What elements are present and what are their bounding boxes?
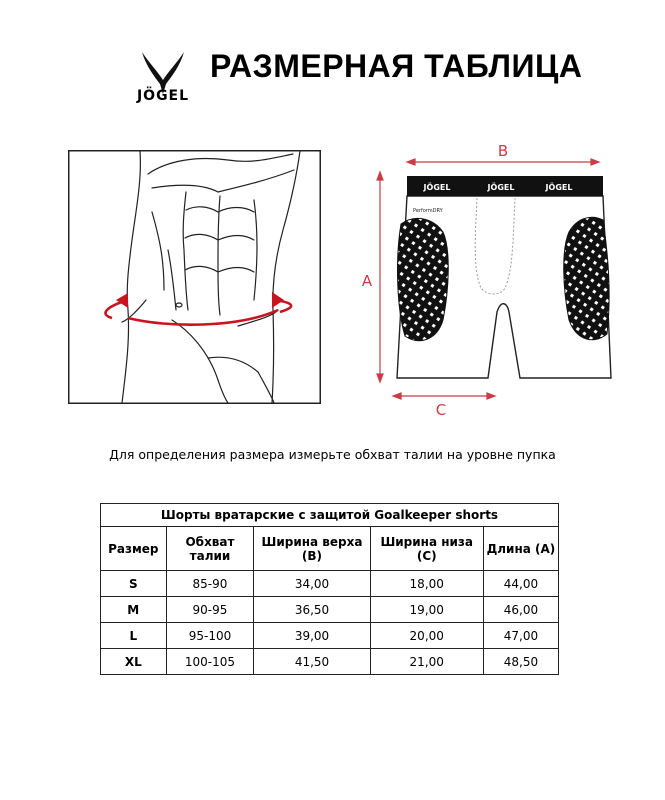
cell-length: 44,00 [483, 571, 558, 597]
cell-size: L [101, 623, 167, 649]
cell-top-width: 36,50 [254, 597, 370, 623]
shorts-diagram [355, 140, 630, 425]
cell-length: 46,00 [483, 597, 558, 623]
torso-illustration [68, 150, 321, 404]
cell-waist: 90-95 [166, 597, 254, 623]
cell-size: S [101, 571, 167, 597]
waistband-logo-2: JÖGEL [487, 183, 515, 192]
size-table [100, 503, 559, 675]
page-title: РАЗМЕРНАЯ ТАБЛИЦА [210, 48, 583, 84]
cell-top-width: 41,50 [254, 649, 370, 675]
cell-waist: 85-90 [166, 571, 254, 597]
table-row [101, 623, 559, 649]
cell-length: 48,50 [483, 649, 558, 675]
cell-top-width: 34,00 [254, 571, 370, 597]
dimension-b-label: B [497, 142, 509, 160]
header-top-width: Ширина верха (B) [254, 527, 370, 571]
right-hip-pad [564, 217, 609, 339]
cell-bottom-width: 20,00 [370, 623, 483, 649]
measure-instruction: Для определения размера измерьте обхват талии на уровне пупка [109, 447, 556, 462]
cell-length: 47,00 [483, 623, 558, 649]
cell-bottom-width: 19,00 [370, 597, 483, 623]
performdry-tag: PerformDRY [413, 208, 443, 214]
cell-waist: 100-105 [166, 649, 254, 675]
dimension-c-label: C [435, 401, 447, 419]
table-row [101, 571, 559, 597]
left-hip-pad [398, 218, 449, 340]
waistband-logo-3: JÖGEL [545, 183, 573, 192]
waistband-logo-1: JÖGEL [423, 183, 451, 192]
header-bottom-width: Ширина низа (C) [370, 527, 483, 571]
cell-top-width: 39,00 [254, 623, 370, 649]
cell-bottom-width: 21,00 [370, 649, 483, 675]
brand-name: JÖGEL [136, 88, 190, 104]
cell-bottom-width: 18,00 [370, 571, 483, 597]
table-caption: Шорты вратарские с защитой Goalkeeper shorts [101, 504, 559, 527]
cell-waist: 95-100 [166, 623, 254, 649]
cell-size: XL [101, 649, 167, 675]
dimension-a-label: A [361, 272, 373, 290]
header-length: Длина (A) [483, 527, 558, 571]
table-row [101, 649, 559, 675]
header-waist: Обхват талии [166, 527, 254, 571]
table-row [101, 597, 559, 623]
header-size: Размер [101, 527, 167, 571]
cell-size: M [101, 597, 167, 623]
